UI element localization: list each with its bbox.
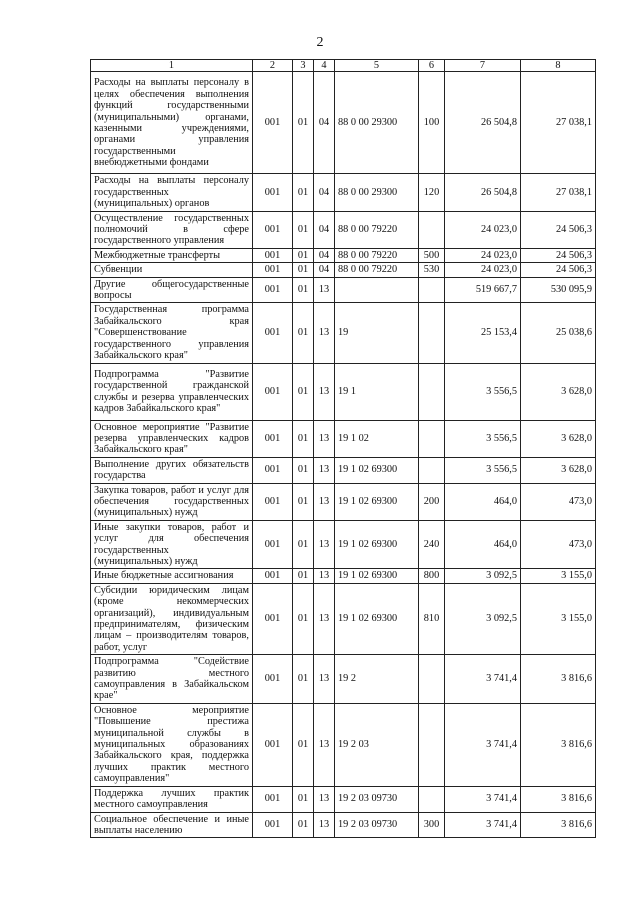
row-grbs: 001 [253,520,293,569]
row-subsection: 04 [314,263,335,277]
row-grbs: 001 [253,248,293,262]
table-row [91,569,596,583]
row-section: 01 [293,655,314,704]
row-expense-type: 100 [419,72,445,174]
row-grbs: 001 [253,263,293,277]
row-section: 01 [293,483,314,520]
row-name: Осуществление государственных полномочий в сфере государственного управления [91,211,253,248]
row-expense-type [419,457,445,483]
row-name: Подпрограмма "Содействие развитию местного самоуправления в Забайкальском крае" [91,655,253,704]
row-sum-year-2: 27 038,1 [521,72,596,174]
row-grbs: 001 [253,277,293,303]
row-expense-type: 120 [419,174,445,211]
row-section: 01 [293,812,314,838]
row-name: Закупка товаров, работ и услуг для обеспечения государственных (муниципальных) нужд [91,483,253,520]
row-subsection: 04 [314,72,335,174]
row-sum-year-2: 3 155,0 [521,583,596,654]
row-section: 01 [293,583,314,654]
row-sum-year-1: 25 153,4 [445,303,521,363]
row-grbs: 001 [253,569,293,583]
row-name: Выполнение других обязательств государства [91,457,253,483]
table-row [91,363,596,420]
row-target-article: 19 1 [335,363,419,420]
row-grbs: 001 [253,812,293,838]
row-expense-type: 800 [419,569,445,583]
column-header-7: 7 [445,60,521,72]
row-sum-year-1: 3 741,4 [445,703,521,786]
row-name: Основное мероприятие "Повышение престижа муниципальной службы в муниципальных образованиях Забайкальского края, поддержка лучших практик местного самоуправления" [91,703,253,786]
row-name: Другие общегосударственные вопросы [91,277,253,303]
row-sum-year-2: 25 038,6 [521,303,596,363]
column-header-5: 5 [335,60,419,72]
table-row [91,703,596,786]
table-row [91,72,596,174]
table-row [91,211,596,248]
row-sum-year-1: 464,0 [445,520,521,569]
row-name: Расходы на выплаты персоналу государственных (муниципальных) органов [91,174,253,211]
row-subsection: 04 [314,174,335,211]
row-target-article: 88 0 00 79220 [335,248,419,262]
row-target-article: 19 1 02 69300 [335,483,419,520]
row-expense-type [419,277,445,303]
row-section: 01 [293,786,314,812]
row-subsection: 04 [314,211,335,248]
row-subsection: 13 [314,569,335,583]
row-target-article: 19 [335,303,419,363]
row-name: Расходы на выплаты персоналу в целях обеспечения выполнения функций государственными (муниципальными) органами, казенными учреждениями, органами управления государственными внебюджетными фондами [91,72,253,174]
row-sum-year-1: 3 092,5 [445,569,521,583]
row-subsection: 13 [314,457,335,483]
row-section: 01 [293,457,314,483]
row-grbs: 001 [253,457,293,483]
row-sum-year-1: 26 504,8 [445,72,521,174]
row-sum-year-2: 3 816,6 [521,812,596,838]
row-subsection: 13 [314,420,335,457]
row-target-article: 19 2 [335,655,419,704]
row-target-article [335,277,419,303]
row-name: Подпрограмма "Развитие государственной гражданской службы и резерва управленческих кадров Забайкальского края" [91,363,253,420]
table-row [91,520,596,569]
row-expense-type [419,703,445,786]
row-sum-year-1: 3 556,5 [445,363,521,420]
row-sum-year-2: 24 506,3 [521,211,596,248]
row-grbs: 001 [253,363,293,420]
row-expense-type: 810 [419,583,445,654]
row-sum-year-2: 3 816,6 [521,786,596,812]
row-sum-year-1: 3 556,5 [445,457,521,483]
row-section: 01 [293,248,314,262]
row-target-article: 19 1 02 69300 [335,520,419,569]
row-target-article: 19 2 03 [335,703,419,786]
row-sum-year-1: 24 023,0 [445,248,521,262]
table-row [91,277,596,303]
row-expense-type: 200 [419,483,445,520]
row-name: Социальное обеспечение и иные выплаты населению [91,812,253,838]
row-section: 01 [293,277,314,303]
row-sum-year-1: 3 741,4 [445,812,521,838]
row-expense-type [419,211,445,248]
table-row [91,655,596,704]
column-header-2: 2 [253,60,293,72]
table-row [91,483,596,520]
row-grbs: 001 [253,420,293,457]
row-sum-year-1: 24 023,0 [445,263,521,277]
row-name: Иные бюджетные ассигнования [91,569,253,583]
row-subsection: 13 [314,483,335,520]
row-name: Основное мероприятие "Развитие резерва управленческих кадров Забайкальского края" [91,420,253,457]
row-section: 01 [293,263,314,277]
row-section: 01 [293,72,314,174]
row-sum-year-1: 3 556,5 [445,420,521,457]
row-target-article: 19 1 02 [335,420,419,457]
row-subsection: 13 [314,520,335,569]
row-expense-type: 500 [419,248,445,262]
row-grbs: 001 [253,583,293,654]
row-grbs: 001 [253,483,293,520]
row-sum-year-1: 24 023,0 [445,211,521,248]
row-target-article: 19 2 03 09730 [335,786,419,812]
table-row [91,303,596,363]
column-header-3: 3 [293,60,314,72]
row-target-article: 88 0 00 29300 [335,174,419,211]
row-sum-year-2: 24 506,3 [521,263,596,277]
row-target-article: 19 1 02 69300 [335,457,419,483]
row-section: 01 [293,520,314,569]
row-sum-year-2: 530 095,9 [521,277,596,303]
row-sum-year-2: 27 038,1 [521,174,596,211]
column-header-8: 8 [521,60,596,72]
row-expense-type [419,786,445,812]
row-grbs: 001 [253,786,293,812]
row-grbs: 001 [253,174,293,211]
row-section: 01 [293,569,314,583]
row-subsection: 13 [314,812,335,838]
row-sum-year-2: 3 816,6 [521,655,596,704]
table-row [91,583,596,654]
column-header-1: 1 [91,60,253,72]
row-expense-type [419,303,445,363]
row-expense-type: 300 [419,812,445,838]
row-sum-year-2: 24 506,3 [521,248,596,262]
row-grbs: 001 [253,72,293,174]
row-sum-year-2: 3 155,0 [521,569,596,583]
row-target-article: 19 2 03 09730 [335,812,419,838]
row-target-article: 88 0 00 79220 [335,211,419,248]
budget-table [90,59,596,838]
row-sum-year-1: 519 667,7 [445,277,521,303]
row-subsection: 04 [314,248,335,262]
table-row [91,457,596,483]
row-target-article: 88 0 00 79220 [335,263,419,277]
row-subsection: 13 [314,583,335,654]
row-subsection: 13 [314,655,335,704]
row-sum-year-1: 26 504,8 [445,174,521,211]
table-row [91,174,596,211]
row-name: Субсидии юридическим лицам (кроме некоммерческих организаций), индивидуальным предпринимателям, физическим лицам – производителям товаров, работ, услуг [91,583,253,654]
row-sum-year-1: 3 741,4 [445,655,521,704]
row-sum-year-1: 3 092,5 [445,583,521,654]
row-name: Государственная программа Забайкальского края "Совершенствование государственного управления Забайкальского края" [91,303,253,363]
row-section: 01 [293,703,314,786]
row-sum-year-1: 464,0 [445,483,521,520]
column-header-6: 6 [419,60,445,72]
row-target-article: 19 1 02 69300 [335,583,419,654]
table-row [91,420,596,457]
table-row [91,812,596,838]
row-sum-year-2: 3 816,6 [521,703,596,786]
row-subsection: 13 [314,703,335,786]
row-grbs: 001 [253,703,293,786]
row-target-article: 88 0 00 29300 [335,72,419,174]
row-grbs: 001 [253,303,293,363]
row-expense-type [419,363,445,420]
row-grbs: 001 [253,211,293,248]
row-expense-type [419,420,445,457]
row-subsection: 13 [314,303,335,363]
row-name: Субвенции [91,263,253,277]
row-sum-year-1: 3 741,4 [445,786,521,812]
row-name: Иные закупки товаров, работ и услуг для обеспечения государственных (муниципальных) нужд [91,520,253,569]
row-sum-year-2: 473,0 [521,483,596,520]
row-subsection: 13 [314,277,335,303]
row-section: 01 [293,211,314,248]
row-section: 01 [293,420,314,457]
row-subsection: 13 [314,363,335,420]
row-name: Межбюджетные трансферты [91,248,253,262]
row-target-article: 19 1 02 69300 [335,569,419,583]
row-sum-year-2: 3 628,0 [521,457,596,483]
row-name: Поддержка лучших практик местного самоуправления [91,786,253,812]
row-grbs: 001 [253,655,293,704]
row-expense-type: 240 [419,520,445,569]
row-sum-year-2: 3 628,0 [521,420,596,457]
row-sum-year-2: 473,0 [521,520,596,569]
table-row [91,263,596,277]
table-row [91,248,596,262]
row-section: 01 [293,303,314,363]
table-row [91,786,596,812]
row-expense-type: 530 [419,263,445,277]
row-expense-type [419,655,445,704]
row-sum-year-2: 3 628,0 [521,363,596,420]
table-body [91,72,596,838]
row-subsection: 13 [314,786,335,812]
row-section: 01 [293,363,314,420]
table-header-row [91,60,596,72]
column-header-4: 4 [314,60,335,72]
row-section: 01 [293,174,314,211]
page-number: 2 [316,35,324,50]
